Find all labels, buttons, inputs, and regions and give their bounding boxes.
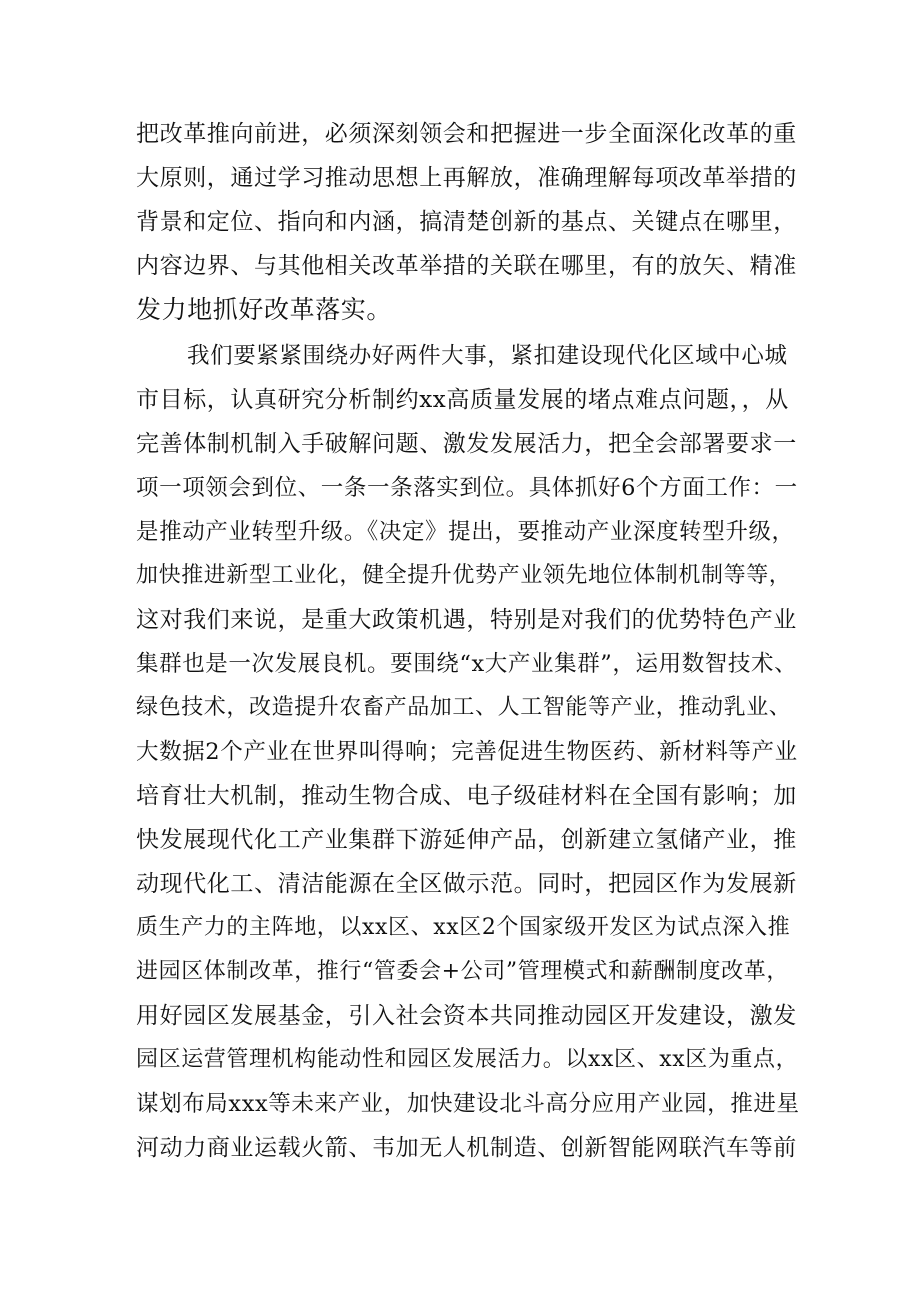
- paragraph-2-line: 市目标，认真研究分析制约xx高质量发展的堵点难点问题，，从: [136, 387, 789, 413]
- paragraph-2-line: 培育壮大机制，推动生物合成、电子级硅材料在全国有影响；加: [136, 783, 797, 809]
- paragraph-2-line: 进园区体制改革，推行“管委会+公司”管理模式和薪酬制度改革，: [136, 959, 789, 984]
- paragraph-2-line: 绿色技术，改造提升农畜产品加工、人工智能等产业，推动乳业、: [136, 695, 792, 720]
- paragraph-2-line: 园区运营管理机构能动性和园区发展活力。以xx区、xx区为重点，: [136, 1047, 799, 1072]
- paragraph-2-line: 是推动产业转型升级。《决定》提出，要推动产业深度转型升级，: [136, 519, 795, 545]
- paragraph-2-line: 加快推进新型工业化，健全提升优势产业领先地位体制机制等等，: [136, 563, 792, 588]
- paragraph-1-line: 背景和定位、指向和内涵，搞清楚创新的基点、关键点在哪里，: [136, 209, 797, 235]
- paragraph-1-line: 内容边界、与其他相关改革举措的关联在哪里，有的放矢、精准: [136, 253, 797, 279]
- paragraph-2-line: 动现代化工、清洁能源在全区做示范。同时，把园区作为发展新: [136, 871, 797, 897]
- paragraph-2-line: 集群也是一次发展良机。要围绕“x大产业集群”，运用数智技术、: [136, 651, 798, 677]
- paragraph-2-line: 用好园区发展基金，引入社会资本共同推动园区开发建设，激发: [136, 1003, 797, 1029]
- paragraph-2-line: 这对我们来说，是重大政策机遇，特别是对我们的优势特色产业: [136, 607, 797, 633]
- paragraph-2-line: 完善体制机制入手破解问题、激发发展活力，把全会部署要求一: [136, 431, 797, 457]
- paragraph-1-line: 把改革推向前进，必须深刻领会和把握进一步全面深化改革的重: [136, 121, 797, 147]
- paragraph-2-line: 质生产力的主阵地，以xx区、xx区2个国家级开发区为试点深入推: [136, 915, 791, 940]
- paragraph-2-line: 河动力商业运载火箭、韦加无人机制造、创新智能网联汽车等前: [136, 1135, 797, 1161]
- paragraph-2-line: 我们要紧紧围绕办好两件大事，紧扣建设现代化区域中心城: [187, 343, 788, 369]
- paragraph-2-line: 项一项领会到位、一条一条落实到位。具体抓好6个方面工作：一: [136, 475, 798, 501]
- paragraph-1-line: 大原则，通过学习推动思想上再解放，准确理解每项改革举措的: [136, 165, 797, 191]
- paragraph-2-line: 谋划布局xxx等未来产业，加快建设北斗高分应用产业园，推进星: [136, 1091, 800, 1117]
- paragraph-2-line: 快发展现代化工产业集群下游延伸产品，创新建立氢储产业，推: [136, 827, 797, 853]
- paragraph-1-line: 发力地抓好改革落实。: [136, 295, 393, 324]
- paragraph-2-line: 大数据2个产业在世界叫得响；完善促进生物医药、新材料等产业: [136, 739, 798, 765]
